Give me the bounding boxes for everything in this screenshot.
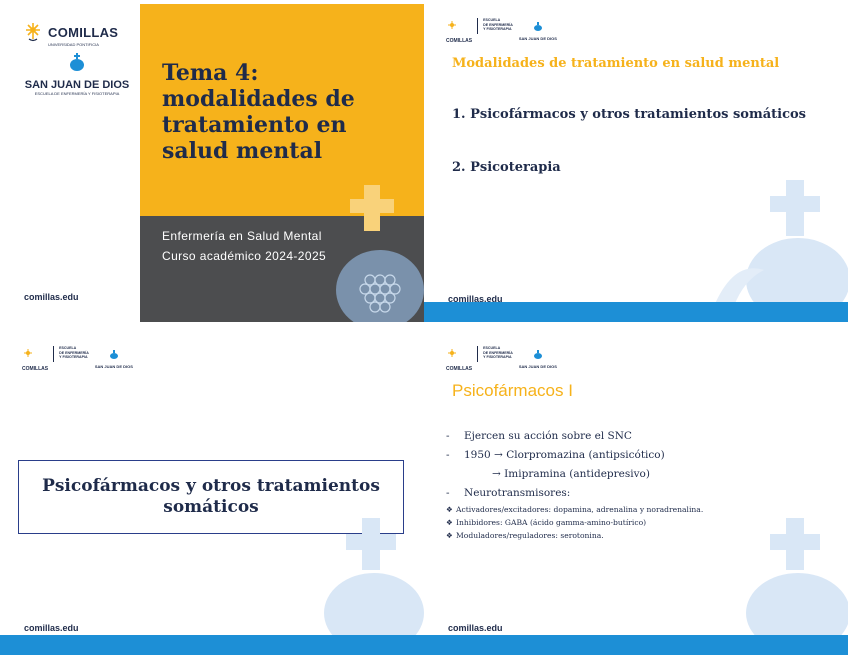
comillas-sjd-logo bbox=[22, 22, 132, 96]
footer-url: comillas.edu bbox=[24, 623, 79, 633]
sub-bullet-text: Activadores/excitadores: dopamina, adrenalina y noradrenalina. bbox=[456, 505, 704, 514]
header-logo-sjd: SAN JUAN DE DIOS bbox=[518, 36, 557, 41]
cover-title-line: salud mental bbox=[162, 138, 323, 164]
list-item bbox=[446, 446, 836, 465]
slide-1-cover[interactable] bbox=[0, 0, 424, 322]
header-logo bbox=[22, 346, 133, 372]
header-logo-escuela bbox=[483, 18, 513, 32]
footer-bar bbox=[424, 635, 848, 655]
bullet-text: 1950 → Clorpromazina (antipsicótico) bbox=[464, 449, 665, 461]
footer-url: comillas.edu bbox=[448, 623, 503, 633]
sjd-watermark-icon bbox=[300, 518, 424, 635]
header-logo bbox=[446, 18, 557, 44]
header-logo-comillas: COMILLAS bbox=[446, 366, 473, 372]
slide-2-overview[interactable] bbox=[424, 0, 848, 322]
list-item bbox=[446, 427, 836, 446]
footer-url: comillas.edu bbox=[24, 292, 79, 302]
sub-list-item bbox=[446, 503, 836, 516]
escuela-line: Y FISIOTERAPIA bbox=[59, 355, 88, 359]
bullet-marker: - bbox=[446, 487, 450, 499]
sub-list-item bbox=[446, 529, 836, 542]
list-item bbox=[446, 484, 836, 503]
cover-title bbox=[162, 60, 402, 164]
sub-bullet-text: Inhibidores: GABA (ácido gamma-amino-butírico) bbox=[456, 518, 647, 527]
overview-heading: Modalidades de tratamiento en salud mental bbox=[452, 56, 780, 71]
escuela-line: Y FISIOTERAPIA bbox=[483, 355, 512, 359]
comillas-crest-icon bbox=[22, 22, 44, 42]
header-logo-comillas: COMILLAS bbox=[22, 366, 49, 372]
escuela-line: ESCUELA bbox=[483, 18, 501, 22]
diamond-bullet-icon: ❖ bbox=[446, 505, 453, 514]
list-item bbox=[446, 465, 836, 484]
bullet-list bbox=[446, 427, 836, 542]
logo-divider bbox=[477, 346, 478, 362]
bullet-text: Neurotransmisores: bbox=[464, 487, 571, 499]
sjd-pomegranate-icon bbox=[533, 22, 543, 31]
sjd-watermark-icon bbox=[320, 185, 424, 322]
comillas-crest-icon bbox=[446, 349, 458, 359]
logo-divider bbox=[53, 346, 54, 362]
escuela-line: DE ENFERMERÍA bbox=[483, 350, 513, 355]
diamond-bullet-icon: ❖ bbox=[446, 518, 453, 527]
footer-bar bbox=[0, 635, 424, 655]
header-logo-comillas: COMILLAS bbox=[446, 38, 473, 44]
overview-item: 1. Psicofármacos y otros tratamientos somáticos bbox=[452, 107, 806, 122]
sub-bullet-text: Moduladores/reguladores: serotonina. bbox=[456, 531, 604, 540]
logo-sjd-subtext: ESCUELA DE ENFERMERÍA Y FISIOTERAPIA bbox=[34, 91, 120, 96]
header-logo-sjd: SAN JUAN DE DIOS bbox=[94, 364, 133, 369]
cover-title-line: Tema 4: bbox=[162, 60, 259, 86]
section-title: Psicofármacos y otros tratamientos somáticos bbox=[42, 476, 380, 517]
comillas-crest-icon bbox=[446, 21, 458, 31]
header-logo-escuela bbox=[483, 346, 513, 360]
header-logo-sjd: SAN JUAN DE DIOS bbox=[518, 364, 557, 369]
bullet-marker: - bbox=[446, 430, 450, 442]
logo-comillas-text: COMILLAS bbox=[48, 24, 119, 40]
slide-4-psicofarmacos[interactable] bbox=[424, 328, 848, 655]
diamond-bullet-icon: ❖ bbox=[446, 531, 453, 540]
sjd-watermark-icon bbox=[714, 180, 848, 306]
header-logo-escuela bbox=[59, 346, 89, 360]
footer-bar bbox=[424, 302, 848, 322]
logo-divider bbox=[477, 18, 478, 34]
slide-3-section[interactable] bbox=[0, 328, 424, 655]
bullet-text: → Imipramina (antidepresivo) bbox=[492, 468, 650, 480]
course-name: Enfermería en Salud Mental bbox=[162, 229, 322, 243]
bullet-marker: - bbox=[446, 449, 450, 461]
escuela-line: DE ENFERMERÍA bbox=[59, 350, 89, 355]
logo-comillas-subtext: UNIVERSIDAD PONTIFICIA bbox=[48, 42, 99, 47]
sjd-pomegranate-icon bbox=[109, 350, 119, 359]
escuela-line: ESCUELA bbox=[59, 346, 77, 350]
sub-list-item bbox=[446, 516, 836, 529]
escuela-line: Y FISIOTERAPIA bbox=[483, 27, 512, 31]
sjd-pomegranate-icon bbox=[68, 53, 86, 71]
comillas-crest-icon bbox=[22, 349, 34, 359]
footer-url: comillas.edu bbox=[448, 294, 503, 304]
cover-title-line: modalidades de bbox=[162, 86, 355, 112]
bullet-text: Ejercen su acción sobre el SNC bbox=[464, 430, 632, 442]
escuela-line: DE ENFERMERÍA bbox=[483, 22, 513, 27]
overview-item: 2. Psicoterapia bbox=[452, 160, 561, 175]
slide-heading: Psicofármacos I bbox=[452, 381, 573, 400]
escuela-line: ESCUELA bbox=[483, 346, 501, 350]
header-logo bbox=[446, 346, 557, 372]
academic-year: Curso académico 2024-2025 bbox=[162, 249, 327, 263]
cover-title-line: tratamiento en bbox=[162, 112, 347, 138]
sjd-pomegranate-icon bbox=[533, 350, 543, 359]
logo-sjd-text: SAN JUAN DE DIOS bbox=[24, 79, 130, 91]
